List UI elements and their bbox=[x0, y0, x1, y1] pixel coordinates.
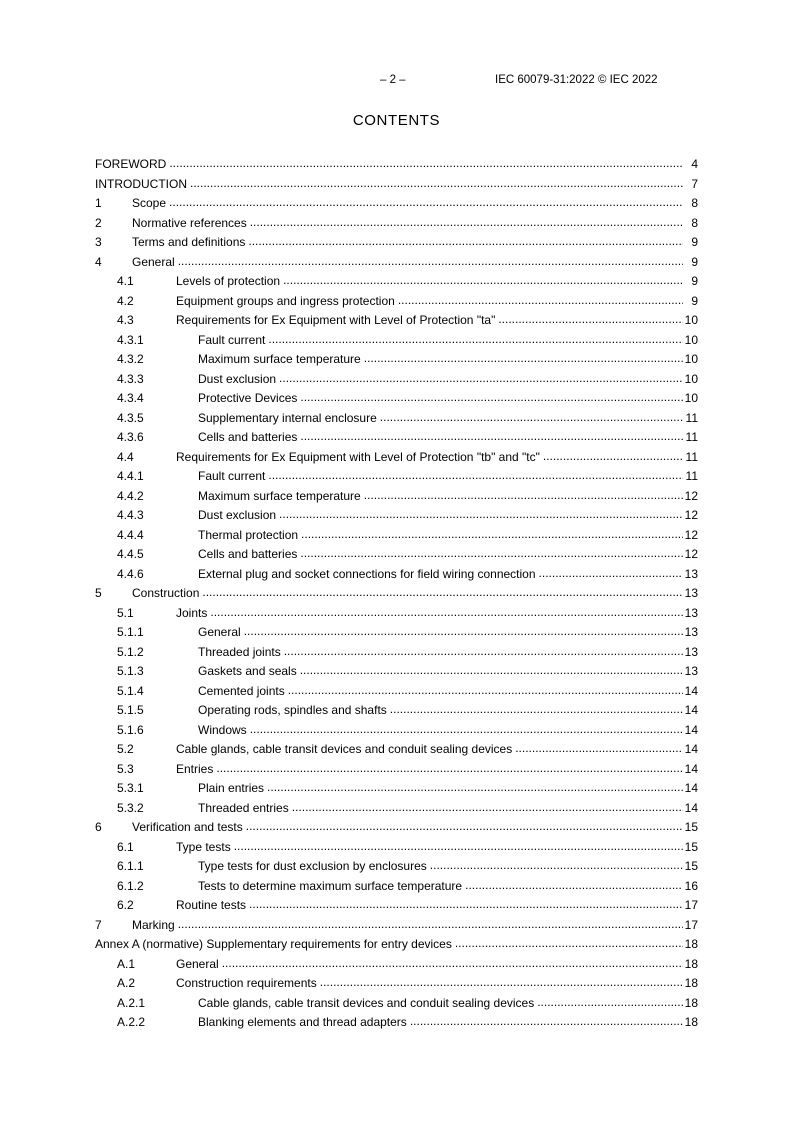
toc-entry-page: 8 bbox=[691, 196, 698, 210]
toc-entry-label: Operating rods, spindles and shafts bbox=[198, 703, 387, 717]
toc-entry-page: 13 bbox=[684, 605, 698, 620]
toc-entry-label: Requirements for Ex Equipment with Level of Protection "tb" and "tc" bbox=[176, 449, 540, 464]
toc-entry-number: 6 bbox=[95, 820, 102, 834]
toc-entry-label: Dust exclusion bbox=[198, 371, 277, 386]
toc-entry-number: 4.4.6 bbox=[117, 566, 144, 581]
toc-entry-number: 4.4 bbox=[117, 449, 134, 464]
toc-entry-number: 4.3.5 bbox=[117, 410, 144, 425]
toc-entry[interactable] bbox=[95, 779, 698, 799]
toc-leader-dots bbox=[301, 525, 683, 545]
toc-leader-dots bbox=[300, 427, 683, 447]
toc-entry[interactable] bbox=[95, 1013, 698, 1033]
toc-leader-dots bbox=[364, 486, 683, 506]
toc-entry[interactable] bbox=[95, 643, 698, 663]
toc-entry-page: 17 bbox=[684, 898, 698, 912]
toc-entry-label: Requirements for Ex Equipment with Level of Protection "ta" bbox=[176, 313, 496, 327]
toc-leader-dots bbox=[455, 934, 683, 954]
toc-leader-dots bbox=[169, 154, 683, 174]
toc-entry[interactable] bbox=[95, 799, 698, 819]
toc-entry-label: Plain entries bbox=[198, 781, 265, 795]
toc-entry-label: Cable glands, cable transit devices and conduit sealing devices bbox=[198, 995, 535, 1010]
toc-entry-number: 5.3.1 bbox=[117, 781, 144, 795]
toc-leader-dots bbox=[300, 388, 683, 408]
toc-leader-dots bbox=[300, 544, 683, 564]
toc-leader-dots bbox=[279, 505, 683, 525]
toc-leader-dots bbox=[380, 408, 683, 428]
toc-entry-label: Cells and batteries bbox=[198, 430, 298, 444]
toc-entry-label: Type tests for dust exclusion by enclosures bbox=[198, 859, 427, 873]
toc-entry-label: Fault current bbox=[198, 332, 266, 347]
toc-entry[interactable] bbox=[95, 818, 698, 838]
toc-entry-label: Dust exclusion bbox=[198, 508, 277, 522]
toc-leader-dots bbox=[292, 798, 683, 818]
toc-entry-number: 4 bbox=[95, 254, 102, 269]
toc-entry[interactable] bbox=[95, 175, 698, 195]
toc-entry-number: 4.4.2 bbox=[117, 488, 144, 503]
toc-entry[interactable] bbox=[95, 935, 698, 955]
toc-entry-label: Levels of protection bbox=[176, 274, 281, 288]
toc-entry-number: 2 bbox=[95, 215, 102, 230]
toc-entry-label: Maximum surface temperature bbox=[198, 352, 361, 366]
toc-entry-number: 4.4.3 bbox=[117, 508, 144, 522]
toc-entry-number: 5.1.1 bbox=[117, 625, 144, 639]
toc-leader-dots bbox=[430, 856, 683, 876]
toc-entry-page: 10 bbox=[684, 391, 698, 405]
toc-entry-number: A.2.2 bbox=[117, 1015, 146, 1029]
toc-entry-page: 13 bbox=[684, 586, 698, 600]
toc-entry[interactable] bbox=[95, 760, 698, 780]
toc-entry-number: 7 bbox=[95, 917, 102, 932]
toc-entry-number: 3 bbox=[95, 235, 102, 249]
toc-entry-label: Thermal protection bbox=[198, 527, 299, 542]
toc-entry-label: Supplementary internal enclosure bbox=[198, 410, 377, 425]
toc-entry[interactable] bbox=[95, 272, 698, 292]
toc-leader-dots bbox=[202, 583, 683, 603]
toc-leader-dots bbox=[410, 1012, 683, 1032]
toc-entry-page: 13 bbox=[684, 644, 698, 659]
toc-leader-dots bbox=[288, 681, 683, 701]
toc-entry-label: Threaded joints bbox=[198, 644, 281, 659]
toc-entry-number: 4.2 bbox=[117, 293, 134, 308]
toc-entry-label: Windows bbox=[198, 722, 247, 737]
toc-entry[interactable] bbox=[95, 565, 698, 585]
toc-entry-label: Verification and tests bbox=[132, 820, 243, 834]
toc-entry-page: 9 bbox=[691, 254, 698, 269]
toc-leader-dots bbox=[300, 661, 683, 681]
toc-leader-dots bbox=[398, 291, 683, 311]
toc-entry-page: 14 bbox=[684, 722, 698, 737]
toc-entry[interactable] bbox=[95, 604, 698, 624]
toc-entry[interactable] bbox=[95, 350, 698, 370]
toc-entry-page: 17 bbox=[684, 917, 698, 932]
toc-entry-number: A.2 bbox=[117, 976, 136, 990]
toc-leader-dots bbox=[320, 973, 683, 993]
toc-entry[interactable] bbox=[95, 409, 698, 429]
toc-entry-label: Joints bbox=[176, 605, 208, 620]
toc-leader-dots bbox=[216, 759, 683, 779]
toc-entry-page: 14 bbox=[684, 683, 698, 698]
toc-entry[interactable] bbox=[95, 214, 698, 234]
toc-entry-page: 12 bbox=[684, 547, 698, 561]
toc-entry[interactable] bbox=[95, 233, 698, 253]
toc-leader-dots bbox=[364, 349, 683, 369]
toc-entry[interactable] bbox=[95, 467, 698, 487]
toc-leader-dots bbox=[390, 700, 683, 720]
toc-entry-number: 6.2 bbox=[117, 898, 134, 912]
toc-entry[interactable] bbox=[95, 253, 698, 273]
toc-entry-label: Blanking elements and thread adapters bbox=[198, 1015, 407, 1029]
toc-entry-number: 4.4.5 bbox=[117, 547, 144, 561]
toc-entry[interactable] bbox=[95, 545, 698, 565]
toc-leader-dots bbox=[244, 622, 683, 642]
toc-entry-page: 18 bbox=[684, 1015, 698, 1029]
standard-reference: IEC 60079-31:2022 © IEC 2022 bbox=[495, 74, 658, 86]
toc-entry-label: General bbox=[198, 625, 241, 639]
toc-leader-dots bbox=[222, 954, 683, 974]
toc-entry-label: Marking bbox=[132, 917, 175, 932]
toc-entry-label: INTRODUCTION bbox=[95, 176, 187, 191]
toc-entry-page: 10 bbox=[684, 352, 698, 366]
toc-entry-label: Gaskets and seals bbox=[198, 664, 297, 678]
toc-entry-page: 15 bbox=[684, 839, 698, 854]
toc-entry[interactable] bbox=[95, 487, 698, 507]
toc-entry-page: 15 bbox=[684, 859, 698, 873]
toc-entry-page: 8 bbox=[691, 215, 698, 230]
toc-entry[interactable] bbox=[95, 662, 698, 682]
toc-leader-dots bbox=[178, 915, 683, 935]
toc-entry[interactable] bbox=[95, 955, 698, 975]
toc-entry-page: 14 bbox=[684, 761, 698, 776]
toc-leader-dots bbox=[498, 310, 683, 330]
toc-leader-dots bbox=[248, 232, 683, 252]
toc-leader-dots bbox=[537, 993, 683, 1013]
toc-entry[interactable] bbox=[95, 701, 698, 721]
toc-entry[interactable] bbox=[95, 916, 698, 936]
toc-entry[interactable] bbox=[95, 370, 698, 390]
toc-entry-page: 9 bbox=[691, 293, 698, 308]
toc-entry-label: Protective Devices bbox=[198, 391, 298, 405]
toc-leader-dots bbox=[515, 739, 683, 759]
toc-leader-dots bbox=[250, 720, 683, 740]
toc-entry-number: 4.3.2 bbox=[117, 352, 144, 366]
toc-entry[interactable] bbox=[95, 292, 698, 312]
toc-entry-page: 14 bbox=[684, 781, 698, 795]
toc-entry-label: Threaded entries bbox=[198, 800, 289, 815]
toc-entry-number: 4.3 bbox=[117, 313, 134, 327]
toc-entry-number: 5.1.6 bbox=[117, 722, 144, 737]
toc-entry[interactable] bbox=[95, 194, 698, 214]
toc-entry-label: External plug and socket connections for field wiring connection bbox=[198, 566, 536, 581]
toc-leader-dots bbox=[250, 213, 683, 233]
toc-entry-label: Equipment groups and ingress protection bbox=[176, 293, 395, 308]
toc-entry[interactable] bbox=[95, 623, 698, 643]
toc-entry-label: Cable glands, cable transit devices and conduit sealing devices bbox=[176, 742, 513, 756]
page-title: CONTENTS bbox=[352, 112, 441, 129]
toc-entry[interactable] bbox=[95, 389, 698, 409]
toc-entry[interactable] bbox=[95, 721, 698, 741]
toc-entry-number: 5.3.2 bbox=[117, 800, 144, 815]
toc-entry-label: Construction bbox=[132, 586, 200, 600]
toc-entry-label: Scope bbox=[132, 196, 167, 210]
toc-entry-label: Annex A (normative) Supplementary requirements for entry devices bbox=[95, 937, 452, 951]
toc-entry-label: Maximum surface temperature bbox=[198, 488, 361, 503]
toc-entry-number: 5.1.5 bbox=[117, 703, 144, 717]
toc-entry-number: 5.1.3 bbox=[117, 664, 144, 678]
toc-entry-label: Cemented joints bbox=[198, 683, 285, 698]
toc-leader-dots bbox=[267, 778, 683, 798]
toc-entry-label: General bbox=[176, 956, 219, 971]
toc-entry-number: A.2.1 bbox=[117, 995, 146, 1010]
toc-entry-number: 4.3.3 bbox=[117, 371, 144, 386]
toc-entry-label: Construction requirements bbox=[176, 976, 317, 990]
toc-entry-page: 15 bbox=[684, 820, 698, 834]
toc-entry[interactable] bbox=[95, 740, 698, 760]
page-header bbox=[95, 74, 698, 90]
toc-entry[interactable] bbox=[95, 838, 698, 858]
toc-entry-page: 11 bbox=[685, 469, 698, 483]
toc-entry-page: 12 bbox=[684, 508, 698, 522]
toc-entry-page: 14 bbox=[684, 742, 698, 756]
toc-leader-dots bbox=[465, 876, 683, 896]
toc-entry-page: 11 bbox=[685, 410, 698, 425]
toc-entry-page: 9 bbox=[691, 235, 698, 249]
table-of-contents bbox=[95, 155, 698, 1033]
toc-entry-number: 5.1 bbox=[117, 605, 134, 620]
toc-entry-number: 5 bbox=[95, 586, 102, 600]
toc-leader-dots bbox=[190, 174, 683, 194]
toc-entry-number: 4.3.1 bbox=[117, 332, 144, 347]
toc-entry-label: FOREWORD bbox=[95, 157, 167, 171]
toc-entry[interactable] bbox=[95, 506, 698, 526]
toc-entry-page: 18 bbox=[684, 995, 698, 1010]
toc-entry[interactable] bbox=[95, 311, 698, 331]
toc-entry-page: 14 bbox=[684, 800, 698, 815]
toc-entry-page: 7 bbox=[691, 176, 698, 191]
toc-entry-number: 1 bbox=[95, 196, 102, 210]
toc-entry[interactable] bbox=[95, 857, 698, 877]
toc-entry-number: 6.1.1 bbox=[117, 859, 144, 873]
toc-entry[interactable] bbox=[95, 448, 698, 468]
toc-entry-page: 4 bbox=[691, 157, 698, 171]
toc-entry-number: 4.4.4 bbox=[117, 527, 144, 542]
toc-leader-dots bbox=[539, 564, 683, 584]
toc-entry-label: Tests to determine maximum surface temperature bbox=[198, 878, 463, 893]
toc-entry-page: 18 bbox=[684, 937, 698, 951]
toc-entry[interactable] bbox=[95, 682, 698, 702]
toc-leader-dots bbox=[279, 369, 683, 389]
toc-entry-page: 10 bbox=[684, 332, 698, 347]
toc-entry[interactable] bbox=[95, 155, 698, 175]
toc-entry-page: 12 bbox=[684, 527, 698, 542]
toc-entry[interactable] bbox=[95, 974, 698, 994]
toc-leader-dots bbox=[249, 895, 683, 915]
toc-entry-page: 9 bbox=[691, 274, 698, 288]
toc-entry-page: 11 bbox=[685, 449, 698, 464]
toc-entry-label: Routine tests bbox=[176, 898, 247, 912]
page-marker: – 2 – bbox=[380, 74, 406, 86]
toc-leader-dots bbox=[284, 642, 683, 662]
toc-entry-page: 10 bbox=[684, 313, 698, 327]
toc-entry-page: 13 bbox=[684, 625, 698, 639]
toc-entry-number: A.1 bbox=[117, 956, 136, 971]
toc-entry-number: 5.1.4 bbox=[117, 683, 144, 698]
toc-entry[interactable] bbox=[95, 428, 698, 448]
toc-entry-label: Fault current bbox=[198, 469, 266, 483]
toc-leader-dots bbox=[169, 193, 683, 213]
toc-entry-label: Entries bbox=[176, 761, 214, 776]
toc-entry-number: 5.3 bbox=[117, 761, 134, 776]
toc-entry-label: Type tests bbox=[176, 839, 231, 854]
toc-entry-label: Cells and batteries bbox=[198, 547, 298, 561]
toc-entry-page: 14 bbox=[684, 703, 698, 717]
toc-leader-dots bbox=[178, 252, 683, 272]
toc-entry-page: 18 bbox=[684, 956, 698, 971]
toc-entry-number: 6.1 bbox=[117, 839, 134, 854]
toc-leader-dots bbox=[268, 466, 683, 486]
toc-entry[interactable] bbox=[95, 877, 698, 897]
toc-entry-number: 6.1.2 bbox=[117, 878, 144, 893]
toc-entry-number: 4.3.6 bbox=[117, 430, 144, 444]
toc-entry-page: 13 bbox=[684, 664, 698, 678]
toc-leader-dots bbox=[210, 603, 683, 623]
toc-leader-dots bbox=[246, 817, 683, 837]
toc-entry[interactable] bbox=[95, 331, 698, 351]
toc-leader-dots bbox=[283, 271, 683, 291]
toc-leader-dots bbox=[234, 837, 683, 857]
toc-entry-page: 13 bbox=[684, 566, 698, 581]
toc-entry-page: 11 bbox=[685, 430, 698, 444]
toc-leader-dots bbox=[268, 330, 683, 350]
toc-entry-page: 10 bbox=[684, 371, 698, 386]
toc-entry-number: 5.1.2 bbox=[117, 644, 144, 659]
toc-entry[interactable] bbox=[95, 526, 698, 546]
toc-leader-dots bbox=[543, 447, 683, 467]
toc-entry-number: 5.2 bbox=[117, 742, 134, 756]
toc-entry-page: 18 bbox=[684, 976, 698, 990]
toc-entry-page: 16 bbox=[684, 878, 698, 893]
toc-entry-number: 4.4.1 bbox=[117, 469, 144, 483]
toc-entry[interactable] bbox=[95, 896, 698, 916]
toc-entry-label: Terms and definitions bbox=[132, 235, 246, 249]
toc-entry-number: 4.3.4 bbox=[117, 391, 144, 405]
toc-entry-label: Normative references bbox=[132, 215, 247, 230]
toc-entry[interactable] bbox=[95, 584, 698, 604]
toc-entry-page: 12 bbox=[684, 488, 698, 503]
toc-entry-number: 4.1 bbox=[117, 274, 134, 288]
toc-entry-label: General bbox=[132, 254, 175, 269]
toc-entry[interactable] bbox=[95, 994, 698, 1014]
